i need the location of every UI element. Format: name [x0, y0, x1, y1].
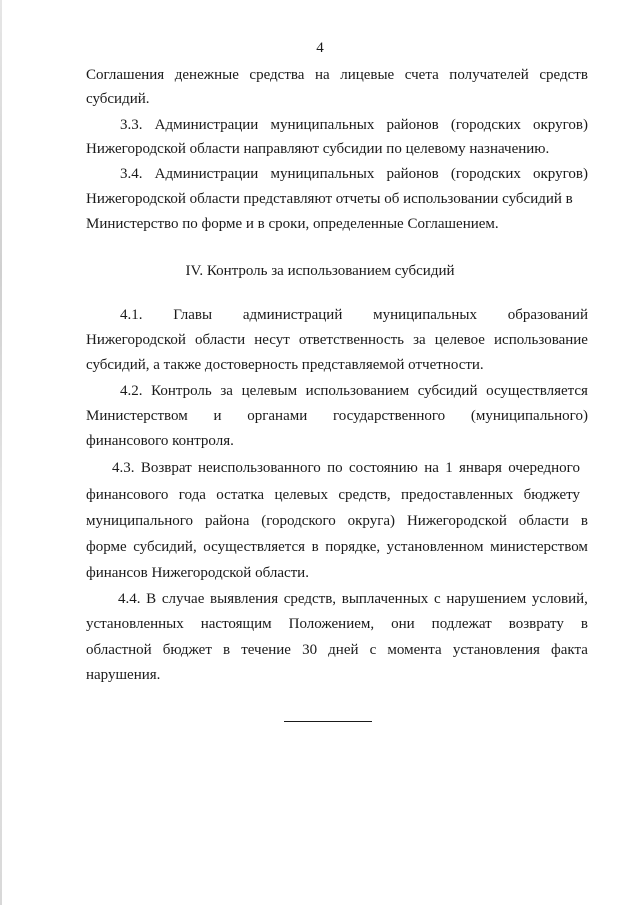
word: установленных [86, 616, 184, 632]
continuation-line-2: субсидий. [86, 91, 150, 107]
paragraph-4-3-line-2 [86, 486, 580, 504]
word: целевым [241, 383, 298, 399]
paragraph-4-3-line-4 [86, 538, 588, 556]
word: целевых [274, 487, 328, 503]
word: счета [404, 67, 439, 83]
word: областной [86, 642, 152, 658]
word: течение [241, 642, 291, 658]
word: Нижегородской [86, 332, 186, 348]
word: области [194, 332, 246, 348]
word: условий, [531, 591, 588, 607]
word: на [314, 67, 330, 83]
paragraph-3-4-line-3: Министерство по форме и в сроки, определенные Соглашением. [86, 216, 499, 232]
paragraph-3-3-line-2: Нижегородской области направляют субсидии по целевому назначению. [86, 141, 550, 157]
word: округов) [533, 117, 588, 133]
word: лицевые [340, 67, 395, 83]
word: муниципальных [373, 307, 477, 323]
word: за [413, 332, 426, 348]
word: января [459, 460, 502, 476]
word: государственного [333, 408, 446, 424]
word: использованием [305, 383, 410, 399]
word: средств, [338, 487, 391, 503]
page-number: 4 [316, 40, 324, 56]
word: установленном [386, 539, 484, 555]
paragraph-3-3-line-1 [120, 116, 588, 134]
word: муниципальных [270, 166, 375, 182]
paragraph-4-4-line-2 [86, 615, 588, 633]
word: установления [452, 642, 540, 658]
word: денежные [174, 67, 239, 83]
continuation-line-1 [86, 66, 588, 84]
paragraph-4-1-line-2 [86, 331, 588, 349]
word: порядке, [325, 539, 381, 555]
word: Министерством [86, 408, 188, 424]
word: 4.3. [112, 460, 135, 476]
word: образований [507, 307, 588, 323]
word: 4.4. [118, 591, 141, 607]
word: очередного [508, 460, 580, 476]
word: администраций [242, 307, 343, 323]
word: предоставленных [401, 487, 514, 503]
word: области [518, 513, 569, 529]
word: года [178, 487, 206, 503]
word: финансового [86, 487, 169, 503]
word: Администрации [154, 166, 259, 182]
word: министерством [490, 539, 588, 555]
word: Контроль [151, 383, 212, 399]
word: за [220, 383, 233, 399]
word: случае [161, 591, 205, 607]
word: неиспользованного [198, 460, 321, 476]
word: осуществляется [203, 539, 306, 555]
word: остатка [216, 487, 265, 503]
paragraph-3-4-line-2: Нижегородской области представляют отчеты об использовании субсидий в [86, 191, 573, 207]
paragraph-3-4-line-1 [120, 165, 588, 183]
word: Главы [173, 307, 213, 323]
word: и [213, 408, 222, 424]
paragraph-4-2-line-1 [120, 382, 588, 400]
word: получателей [449, 67, 529, 83]
word: подлежат [431, 616, 492, 632]
word: Администрации [154, 117, 259, 133]
paragraph-4-4-line-4: нарушения. [86, 667, 161, 683]
word: районов [386, 166, 439, 182]
word: они [391, 616, 415, 632]
paragraph-4-2-line-3: финансового контроля. [86, 433, 234, 449]
word: Положением, [288, 616, 375, 632]
paragraph-4-3-line-3 [86, 512, 588, 530]
word: с [433, 591, 441, 607]
word: муниципальных [270, 117, 375, 133]
word: по [327, 460, 343, 476]
word: (муниципального) [470, 408, 588, 424]
word: (городских [450, 117, 521, 133]
word: Возврат [140, 460, 192, 476]
word: осуществляется [486, 383, 588, 399]
word: несут [254, 332, 290, 348]
word: округа) [347, 513, 396, 529]
word: средства [249, 67, 305, 83]
word: (городского [261, 513, 336, 529]
word: Соглашения [86, 67, 165, 83]
word: округов) [533, 166, 588, 182]
paragraph-4-3-line-5: финансов Нижегородской области. [86, 565, 309, 581]
word: использование [494, 332, 588, 348]
word: возврату [508, 616, 564, 632]
word: факта [551, 642, 588, 658]
word: субсидий [417, 383, 478, 399]
word: средств [539, 67, 588, 83]
word: средств, [283, 591, 337, 607]
word: в [222, 642, 231, 658]
word: с [369, 642, 377, 658]
word: момента [387, 642, 442, 658]
paragraph-4-3-line-1 [112, 459, 580, 477]
word: в [580, 513, 588, 529]
word: района [204, 513, 250, 529]
word: состоянию [348, 460, 418, 476]
paragraph-4-4-line-1 [118, 590, 588, 608]
word: настоящим [200, 616, 272, 632]
word: на [424, 460, 439, 476]
paragraph-4-1-line-3: субсидий, а также достоверность представляемой отчетности. [86, 357, 484, 373]
word: в [311, 539, 319, 555]
word: 30 [302, 642, 318, 658]
word: 4.1. [120, 307, 143, 323]
word: 3.4. [120, 166, 143, 182]
paragraph-4-1-line-1 [120, 306, 588, 324]
word: в [580, 616, 588, 632]
word: субсидий, [133, 539, 197, 555]
word: бюджету [523, 487, 580, 503]
section-heading: IV. Контроль за использованием субсидий [185, 263, 455, 279]
word: органами [247, 408, 308, 424]
paragraph-4-4-line-3 [86, 641, 588, 659]
word: целевое [434, 332, 485, 348]
paragraph-4-2-line-2 [86, 407, 588, 425]
word: районов [386, 117, 439, 133]
word: В [146, 591, 157, 607]
word: (городских [450, 166, 521, 182]
word: дней [328, 642, 359, 658]
end-of-document-rule [284, 721, 372, 722]
word: 3.3. [120, 117, 143, 133]
scan-left-edge [0, 0, 2, 905]
word: нарушением [446, 591, 527, 607]
word: Нижегородской [406, 513, 507, 529]
word: 1 [445, 460, 453, 476]
word: муниципального [86, 513, 194, 529]
word: бюджет [162, 642, 212, 658]
word: форме [86, 539, 127, 555]
word: выявления [210, 591, 279, 607]
word: 4.2. [120, 383, 143, 399]
word: выплаченных [341, 591, 429, 607]
word: ответственность [298, 332, 404, 348]
